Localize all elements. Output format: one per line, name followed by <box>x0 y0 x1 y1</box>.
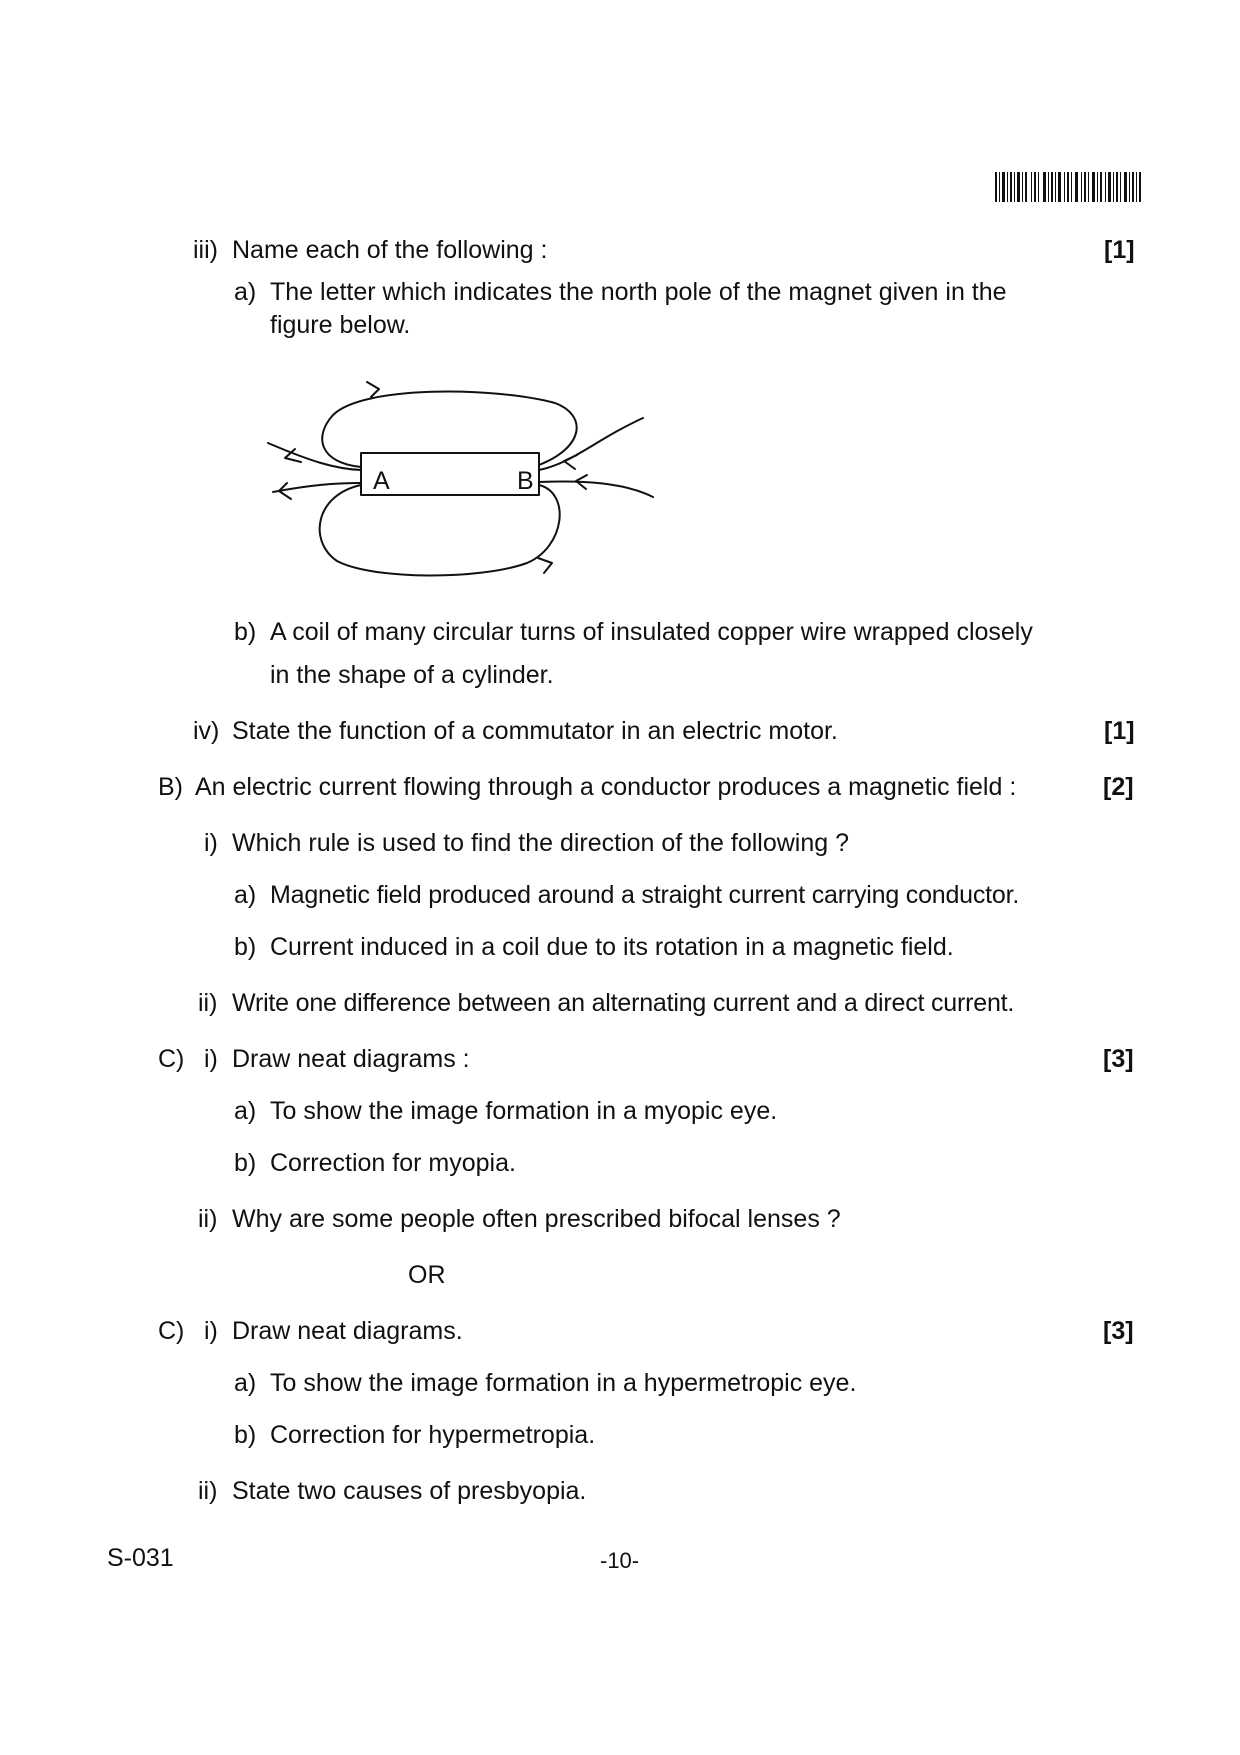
pole-label-a: A <box>373 467 390 495</box>
question-b-ii-number: ii) <box>198 989 218 1017</box>
question-c2-marks: [3] <box>1103 1317 1134 1345</box>
question-c1-i-a-label: a) <box>234 1097 257 1125</box>
question-iv-marks: [1] <box>1104 717 1135 745</box>
question-iii-marks: [1] <box>1104 236 1135 264</box>
question-iii-number: iii) <box>193 236 218 264</box>
question-c2-i-a-text: To show the image formation in a hypermetropic eye. <box>270 1369 857 1397</box>
question-c1-i-number: i) <box>204 1045 218 1073</box>
question-iii-text: Name each of the following : <box>232 236 548 264</box>
arrow-bottom <box>538 558 552 573</box>
question-c1-i-b-label: b) <box>234 1149 257 1177</box>
question-c1-i-b-text: Correction for myopia. <box>270 1149 516 1177</box>
question-c2-i-a-label: a) <box>234 1369 257 1397</box>
question-c2-ii-number: ii) <box>198 1477 218 1505</box>
arrow-left-lower <box>279 483 291 499</box>
barcode-icon <box>995 172 1141 202</box>
question-iii-b-line1: A coil of many circular turns of insulated copper wire wrapped closely <box>270 618 1033 646</box>
arrow-top <box>367 382 379 397</box>
question-b-i-b-text: Current induced in a coil due to its rotation in a magnetic field. <box>270 933 954 961</box>
footer-page-number: -10- <box>600 1548 640 1573</box>
question-iv-number: iv) <box>193 717 220 745</box>
question-c1-i-a-text: To show the image formation in a myopic eye. <box>270 1097 778 1125</box>
question-c1-label: C) <box>158 1045 185 1073</box>
bar-magnet-figure <box>265 375 675 595</box>
field-line-right-upper <box>539 418 643 470</box>
question-c1-ii-text: Why are some people often prescribed bifocal lenses ? <box>232 1205 841 1233</box>
question-c2-i-number: i) <box>204 1317 218 1345</box>
question-b-i-b-label: b) <box>234 933 257 961</box>
footer-paper-code: S-031 <box>107 1544 174 1572</box>
question-b-i-number: i) <box>204 829 218 857</box>
field-line-left-upper <box>268 443 361 470</box>
question-b-i-text: Which rule is used to find the direction of the following ? <box>232 829 850 857</box>
question-b-marks: [2] <box>1103 773 1134 801</box>
question-b-i-a-label: a) <box>234 881 257 909</box>
question-iii-a-label: a) <box>234 278 257 306</box>
question-iii-b-line2: in the shape of a cylinder. <box>270 661 554 689</box>
question-c1-i-text: Draw neat diagrams : <box>232 1045 470 1073</box>
question-c2-label: C) <box>158 1317 185 1345</box>
field-line-bottom <box>320 485 560 576</box>
question-b-ii-text: Write one difference between an alternating current and a direct current. <box>232 989 1015 1017</box>
pole-label-b: B <box>517 467 534 495</box>
question-iii-b-label: b) <box>234 618 257 646</box>
question-b-label: B) <box>158 773 183 801</box>
question-iv-text: State the function of a commutator in an electric motor. <box>232 717 838 745</box>
arrow-right-upper <box>564 455 577 469</box>
or-separator: OR <box>408 1261 446 1289</box>
question-c2-i-text: Draw neat diagrams. <box>232 1317 463 1345</box>
question-c2-i-b-label: b) <box>234 1421 257 1449</box>
question-c1-ii-number: ii) <box>198 1205 218 1233</box>
question-b-i-a-text: Magnetic field produced around a straight current carrying conductor. <box>270 881 1020 909</box>
question-b-text: An electric current flowing through a conductor produces a magnetic field : <box>195 773 1017 801</box>
question-c2-i-b-text: Correction for hypermetropia. <box>270 1421 596 1449</box>
field-line-right-lower <box>539 481 653 497</box>
question-c2-ii-text: State two causes of presbyopia. <box>232 1477 587 1505</box>
question-c1-marks: [3] <box>1103 1045 1134 1073</box>
question-iii-a-line1: The letter which indicates the north pole of the magnet given in the <box>270 278 1007 306</box>
question-iii-a-line2: figure below. <box>270 311 411 339</box>
